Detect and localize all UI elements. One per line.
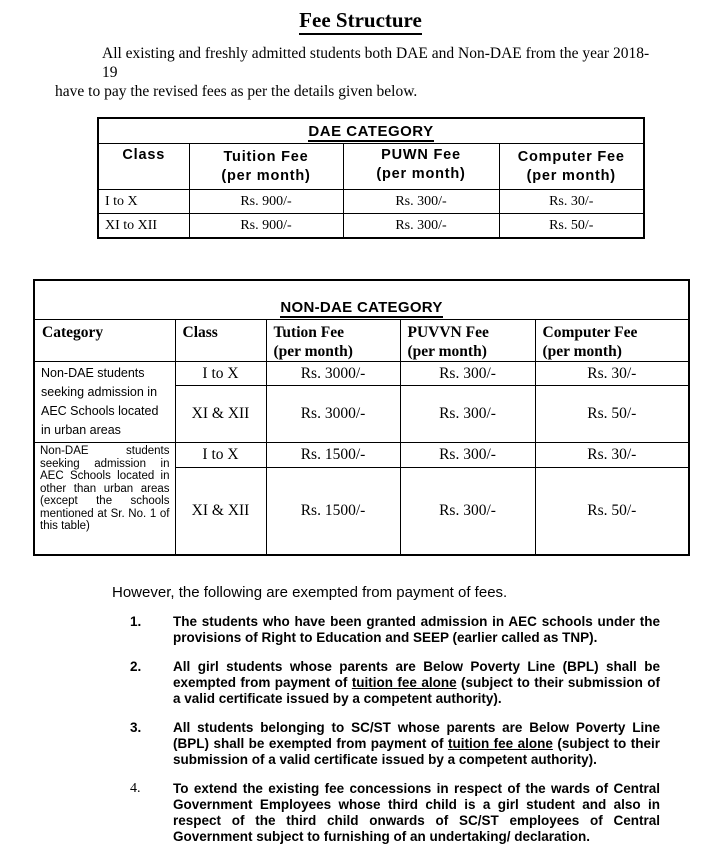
puvvn-fee-cell: Rs. 300/- — [400, 468, 535, 556]
dae-header-class — [98, 144, 189, 190]
class-cell: XI & XII — [175, 468, 266, 556]
exemptions-list — [130, 614, 660, 845]
dae-header-row — [98, 144, 644, 190]
non-dae-header-row — [34, 320, 689, 362]
non-dae-header-class — [175, 320, 266, 362]
exemption-item-1 — [130, 614, 660, 646]
category-cell-urban: Non-DAE students seeking admission in AEC Schools located in urban areas — [34, 362, 175, 443]
item-number: 1. — [130, 614, 142, 629]
dae-category-table — [97, 117, 645, 239]
non-dae-table-caption: NON-DAE CATEGORY — [280, 299, 443, 316]
computer-fee-cell: Rs. 30/- — [499, 190, 644, 214]
exemption-item-2 — [130, 659, 660, 707]
header-sublabel: (per month) — [273, 343, 353, 360]
exemption-item-3 — [130, 720, 660, 768]
computer-fee-cell: Rs. 50/- — [535, 386, 689, 443]
puvvn-fee-cell: Rs. 300/- — [400, 362, 535, 386]
non-dae-table-caption-row — [34, 280, 689, 320]
header-label: Class — [122, 147, 166, 163]
item-text — [173, 781, 660, 845]
scanned-fee-structure-page — [0, 8, 721, 844]
computer-fee-cell: Rs. 50/- — [535, 468, 689, 556]
item-text-after: (subject to their submission of a valid certificate issued by a competent authority). — [173, 736, 661, 767]
header-sublabel: (per month) — [376, 166, 466, 182]
category-cell-other-than-urban: Non-DAE students seeking admission in AEC Schools located in other than urban areas (except the schools mentioned at Sr. No. 1 of this table) — [34, 443, 175, 556]
header-label: Computer Fee — [542, 324, 638, 341]
header-label: Tution Fee — [273, 324, 344, 341]
item-text — [173, 614, 660, 646]
table-row — [34, 443, 689, 468]
class-cell: I to X — [175, 362, 266, 386]
header-label: PUWN Fee — [381, 147, 461, 163]
item-text-before: The students who have been granted admission in AEC schools under the provisions of Right to Education and SEEP (earlier called as TNP). — [173, 614, 660, 645]
header-label: Category — [42, 324, 104, 341]
tution-fee-cell: Rs. 1500/- — [266, 468, 400, 556]
class-cell: XI to XII — [98, 214, 189, 239]
header-sublabel: (per month) — [526, 167, 616, 184]
item-text — [173, 659, 660, 707]
class-cell: XI & XII — [175, 386, 266, 443]
dae-table-caption-row — [98, 118, 644, 144]
exemption-item-4 — [130, 781, 660, 845]
item-text-before: To extend the existing fee concessions in respect of the wards of Central Government Employees whose third child is a girl student and also in respect of the third child onwards of SC/ST employees of Central Government subject to furnishing of an undertaking/ declaration. — [173, 781, 660, 844]
header-label: PUVVN Fee — [407, 324, 489, 341]
computer-fee-cell: Rs. 30/- — [535, 362, 689, 386]
item-text-underlined: tuition fee alone — [351, 675, 457, 690]
non-dae-category-table — [33, 279, 690, 556]
non-dae-header-category — [34, 320, 175, 362]
header-label: Class — [182, 324, 218, 341]
page-title-text: Fee Structure — [299, 8, 422, 35]
intro-paragraph — [55, 44, 663, 101]
header-sublabel: (per month) — [221, 167, 311, 184]
table-row — [34, 362, 689, 386]
item-number: 2. — [130, 659, 142, 674]
header-sublabel: (per month) — [407, 343, 487, 360]
item-number: 4. — [130, 781, 141, 796]
item-text-before: All students belonging to SC/ST whose parents are Below Poverty Line (BPL) shall be exempted from payment of — [173, 720, 660, 751]
tuition-fee-cell: Rs. 900/- — [189, 214, 343, 239]
non-dae-header-tution-fee — [266, 320, 400, 362]
header-sublabel: (per month) — [542, 343, 622, 360]
class-cell: I to X — [175, 443, 266, 468]
header-label: Tuition Fee — [223, 148, 309, 165]
non-dae-table-caption-cell — [34, 280, 689, 320]
tution-fee-cell: Rs. 1500/- — [266, 443, 400, 468]
header-label: Computer Fee — [517, 148, 625, 165]
dae-header-tuition-fee — [189, 144, 343, 190]
table-row — [98, 214, 644, 239]
item-number: 3. — [130, 720, 142, 735]
non-dae-header-puvvn-fee — [400, 320, 535, 362]
dae-header-puwn-fee — [343, 144, 499, 190]
computer-fee-cell: Rs. 50/- — [499, 214, 644, 239]
dae-header-computer-fee — [499, 144, 644, 190]
tution-fee-cell: Rs. 3000/- — [266, 386, 400, 443]
computer-fee-cell: Rs. 30/- — [535, 443, 689, 468]
dae-table-caption-cell — [98, 118, 644, 144]
intro-line-2: have to pay the revised fees as per the details given below. — [55, 83, 418, 100]
item-text-before: All girl students whose parents are Below Poverty Line (BPL) shall be exempted from payment of — [173, 659, 660, 690]
puwn-fee-cell: Rs. 300/- — [343, 190, 499, 214]
puvvn-fee-cell: Rs. 300/- — [400, 386, 535, 443]
class-cell: I to X — [98, 190, 189, 214]
item-text — [173, 720, 660, 768]
page-title — [0, 8, 721, 33]
dae-table-caption: DAE CATEGORY — [308, 122, 434, 140]
intro-line-1: All existing and freshly admitted students both DAE and Non-DAE from the year 2018-19 — [102, 45, 650, 81]
item-text-after: (subject to their submission of a valid certificate issued by a competent authority). — [173, 675, 660, 706]
puwn-fee-cell: Rs. 300/- — [343, 214, 499, 239]
tuition-fee-cell: Rs. 900/- — [189, 190, 343, 214]
table-row — [98, 190, 644, 214]
tution-fee-cell: Rs. 3000/- — [266, 362, 400, 386]
exemptions-intro: However, the following are exempted from payment of fees. — [112, 584, 508, 601]
puvvn-fee-cell: Rs. 300/- — [400, 443, 535, 468]
item-text-underlined: tuition fee alone — [447, 736, 553, 751]
non-dae-header-computer-fee — [535, 320, 689, 362]
